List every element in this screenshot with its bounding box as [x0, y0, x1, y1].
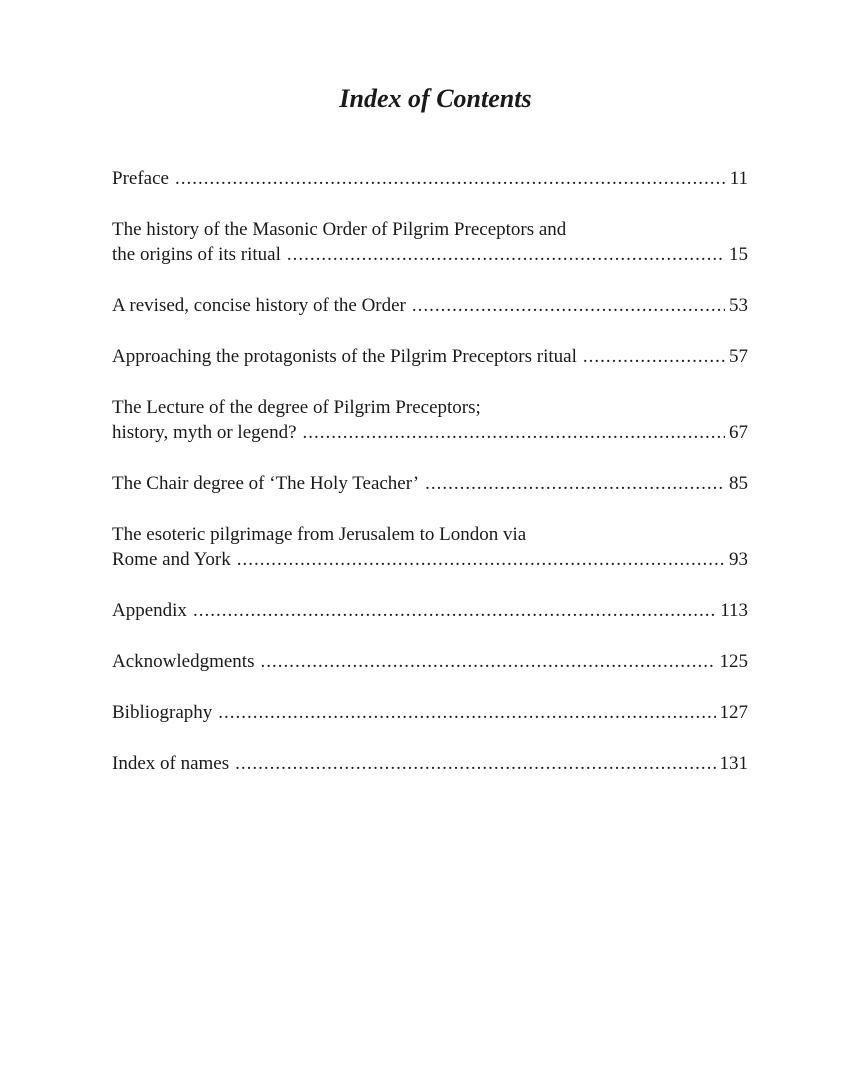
- toc-entry-row: [112, 547, 748, 572]
- toc-entry-title-line: Bibliography: [112, 702, 213, 723]
- toc-page-number: 93: [729, 549, 748, 570]
- dot-leader: [237, 547, 725, 572]
- toc-entry-title-line: The Lecture of the degree of Pilgrim Preceptors;: [112, 397, 481, 418]
- table-of-contents: [112, 166, 748, 776]
- toc-entry-title-line: the origins of its ritual: [112, 244, 281, 265]
- toc-entry: [112, 166, 748, 191]
- toc-page-number: 85: [729, 473, 748, 494]
- toc-entry-title-line: Acknowledgments: [112, 651, 255, 672]
- toc-page-number: 67: [729, 422, 748, 443]
- dot-leader: [235, 751, 715, 776]
- toc-entry: [112, 217, 748, 267]
- toc-entry-title-line: Preface: [112, 168, 169, 189]
- dot-leader: [287, 242, 725, 267]
- toc-page-number: 11: [729, 168, 748, 189]
- toc-entry-title-line: A revised, concise history of the Order: [112, 295, 406, 316]
- toc-entry-title-line: Appendix: [112, 600, 187, 621]
- toc-entry-row: [112, 649, 748, 674]
- toc-entry-row: [112, 700, 748, 725]
- toc-page-number: 127: [719, 702, 748, 723]
- toc-page-number: 113: [720, 600, 748, 621]
- toc-page-number: 125: [719, 651, 748, 672]
- toc-entry-title-line: Index of names: [112, 753, 230, 774]
- toc-page-number: 53: [729, 295, 748, 316]
- toc-entry-row: [112, 242, 748, 267]
- toc-entry: [112, 598, 748, 623]
- toc-entry-row: [112, 166, 748, 191]
- toc-page-number: 57: [729, 346, 748, 367]
- dot-leader: [303, 420, 725, 445]
- toc-entry-title-line: The Chair degree of ‘The Holy Teacher’: [112, 473, 420, 494]
- toc-entry: [112, 471, 748, 496]
- dot-leader: [412, 293, 725, 318]
- dot-leader: [193, 598, 716, 623]
- toc-entry: [112, 649, 748, 674]
- toc-entry-row: [112, 344, 748, 369]
- toc-entry-title-line: history, myth or legend?: [112, 422, 297, 443]
- toc-entry: [112, 751, 748, 776]
- toc-entry: [112, 293, 748, 318]
- page-title: Index of Contents: [339, 84, 532, 113]
- toc-entry: [112, 700, 748, 725]
- toc-entry-title-line: Approaching the protagonists of the Pilgrim Preceptors ritual: [112, 346, 577, 367]
- toc-entry: [112, 344, 748, 369]
- toc-page-number: 131: [719, 753, 748, 774]
- toc-entry-row: [112, 598, 748, 623]
- toc-entry-title-line: The esoteric pilgrimage from Jerusalem to London via: [112, 524, 527, 545]
- dot-leader: [218, 700, 715, 725]
- toc-entry: [112, 522, 748, 572]
- dot-leader: [583, 344, 725, 369]
- toc-entry-row: [112, 471, 748, 496]
- toc-page-number: 15: [729, 244, 748, 265]
- toc-entry-row: [112, 751, 748, 776]
- toc-entry-row: [112, 420, 748, 445]
- dot-leader: [175, 166, 726, 191]
- toc-entry-row: [112, 293, 748, 318]
- toc-entry: [112, 395, 748, 445]
- dot-leader: [425, 471, 725, 496]
- dot-leader: [260, 649, 715, 674]
- toc-entry-title-line: The history of the Masonic Order of Pilgrim Preceptors and: [112, 219, 567, 240]
- toc-entry-title-line: Rome and York: [112, 549, 231, 570]
